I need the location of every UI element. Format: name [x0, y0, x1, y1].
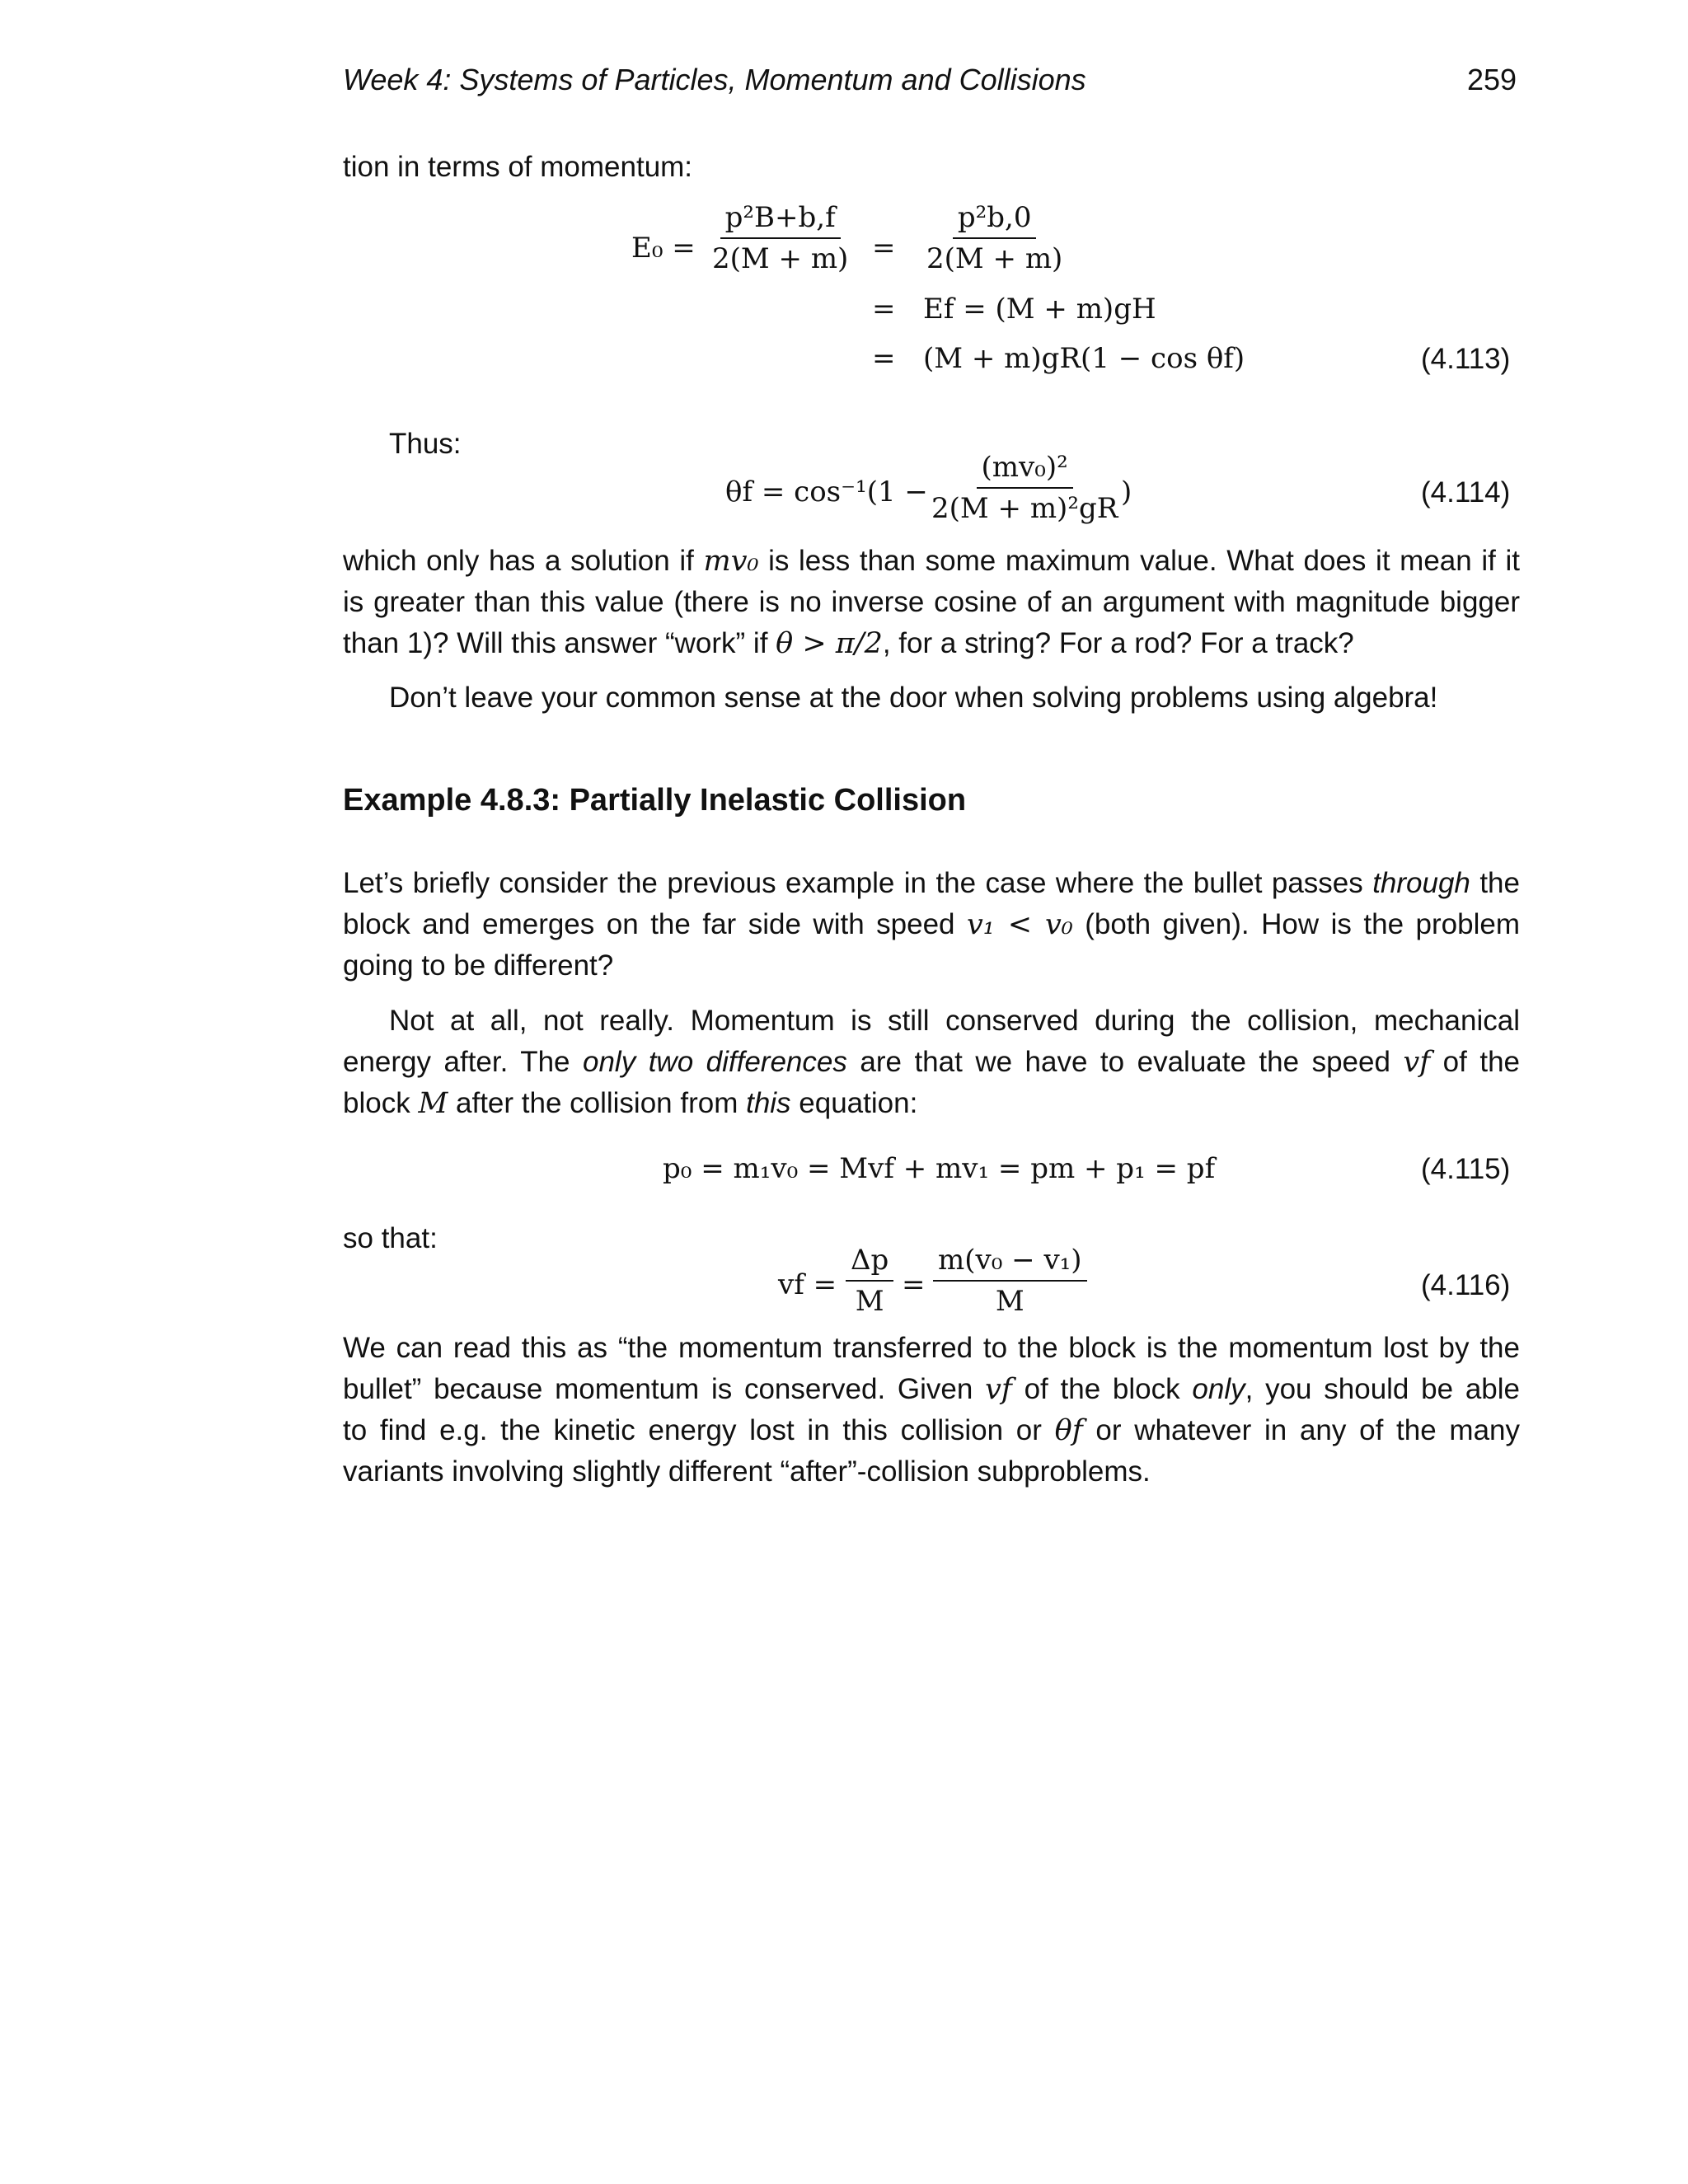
eq-4-116-frac2-denominator: M — [995, 1285, 1025, 1318]
section-heading: Example 4.8.3: Partially Inelastic Collision — [343, 783, 967, 818]
eq-4-113-frac1-denominator: 2(M + m) — [712, 242, 849, 275]
eq-4-113-line-2: Ef = (M + m)gH — [923, 293, 1156, 326]
eq-4-114-lhs: θf = cos⁻¹(1 − — [725, 476, 928, 509]
para4-line3: block M after the collision from this equation: — [343, 1087, 918, 1120]
page-number: 259 — [1467, 63, 1517, 96]
eq-4-116-frac2-numerator: m(v₀ − v₁) — [933, 1244, 1087, 1282]
para3-line3: going to be different? — [343, 949, 614, 982]
para5-line1: We can read this as “the momentum transferred to the block is the momentum lost by the — [343, 1332, 1520, 1364]
para5-line3: to find e.g. the kinetic energy lost in this collision or θf or whatever in any of the many — [343, 1414, 1521, 1447]
para1-line1: which only has a solution if mv₀ is less than some maximum value. What does it mean if it — [343, 545, 1520, 578]
eq-4-116-fraction-1 — [846, 1244, 893, 1318]
para1-line2: is greater than this value (there is no inverse cosine of an argument with magnitude bigger — [343, 586, 1520, 618]
eq-4-114-numerator: (mv₀)² — [977, 451, 1073, 489]
eq-4-113-equals-1: = — [872, 232, 896, 265]
eq-4-116-frac1-denominator: M — [855, 1285, 884, 1318]
eq-4-113-number: (4.113) — [1421, 343, 1511, 375]
eq-4-113-lhs: E₀ = — [631, 232, 696, 265]
eq-4-115-number: (4.115) — [1421, 1153, 1511, 1185]
para5-line2: bullet” because momentum is conserved. Given vf of the block only, you should be able — [343, 1373, 1520, 1406]
eq-4-113-frac2-denominator: 2(M + m) — [926, 242, 1063, 275]
eq-4-116-lhs: vf = — [778, 1268, 837, 1301]
para1-line3: than 1)? Will this answer “work” if θ > π/2, for a string? For a rod? For a track? — [343, 627, 1354, 660]
eq-4-116-equals: = — [902, 1268, 926, 1301]
para3-line2: block and emerges on the far side with speed v₁ < v₀ (both given). How is the problem — [343, 908, 1521, 941]
eq-4-113-equals-2: = — [872, 293, 896, 326]
eq-4-114-close-paren: ) — [1121, 476, 1132, 509]
eq-4-116-number: (4.116) — [1421, 1269, 1511, 1301]
eq-4-115-body: p₀ = m₁v₀ = Mvf + mv₁ = pm + p₁ = pf — [663, 1152, 1216, 1185]
eq-4-116-frac1-numerator: Δp — [846, 1244, 893, 1282]
para3-line1: Let’s briefly consider the previous example in the case where the bullet passes through the — [343, 867, 1520, 899]
eq-4-114-denominator: 2(M + m)²gR — [931, 492, 1118, 525]
eq-4-114-fraction — [926, 451, 1123, 525]
eq-4-113-equals-3: = — [872, 342, 896, 375]
eq-4-113-frac2-numerator: p²b,0 — [953, 201, 1037, 239]
para4-line2: energy after. The only two differences are that we have to evaluate the speed vf of the — [343, 1046, 1520, 1079]
para2: Don’t leave your common sense at the door when solving problems using algebra! — [389, 682, 1438, 714]
thus-label: Thus: — [389, 428, 462, 460]
eq-4-114-number: (4.114) — [1421, 476, 1511, 509]
eq-4-116-fraction-2 — [933, 1244, 1087, 1318]
eq-4-113-line-3: (M + m)gR(1 − cos θf) — [923, 342, 1245, 375]
eq-4-113-fraction-2 — [921, 201, 1067, 275]
para4-line1: Not at all, not really. Momentum is still conserved during the collision, mechanical — [389, 1005, 1520, 1037]
eq-4-113-fraction-1 — [707, 201, 853, 275]
intro-line: tion in terms of momentum: — [343, 151, 693, 183]
para5-line4: variants involving slightly different “after”-collision subproblems. — [343, 1455, 1151, 1488]
so-that-label: so that: — [343, 1222, 438, 1254]
eq-4-113-frac1-numerator: p²B+b,f — [720, 201, 841, 239]
running-header-title: Week 4: Systems of Particles, Momentum and Collisions — [343, 63, 1086, 96]
